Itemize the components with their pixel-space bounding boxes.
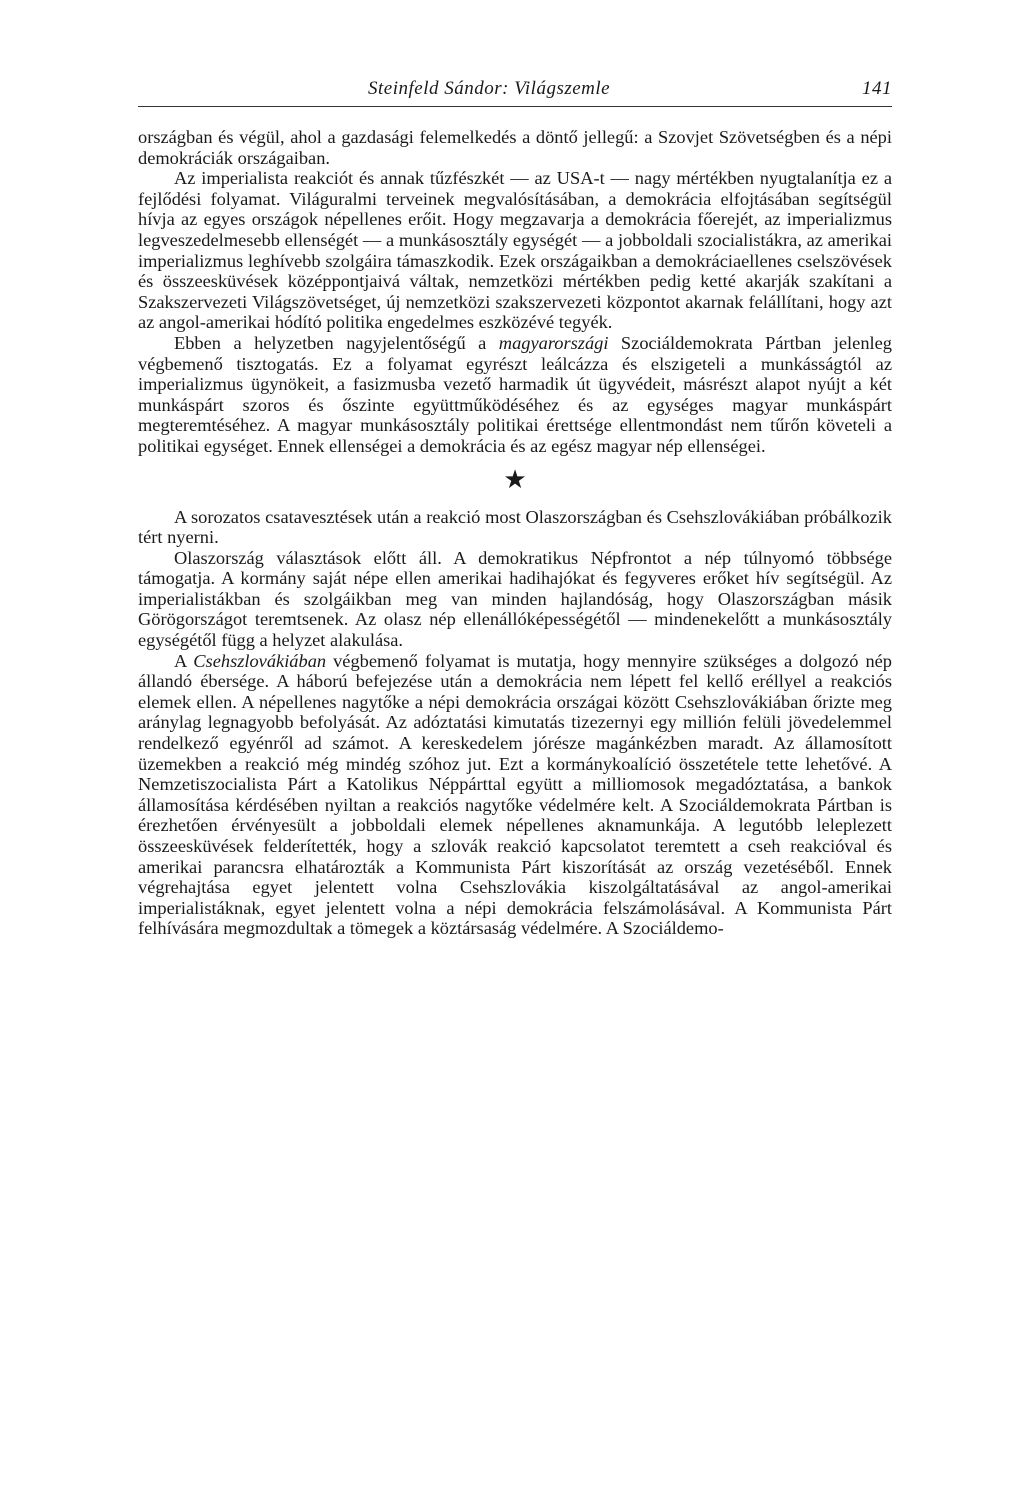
section-italy-czechoslovakia <box>138 507 892 939</box>
document-page <box>138 76 892 939</box>
paragraph: A sorozatos csatavesztések után a reakció most Olaszországban és Csehszlovákiában próbálkozik tért nyerni. <box>138 506 892 548</box>
paragraph: A Csehszlovákiában végbemenő folyamat is mutatja, hogy mennyire szükséges a dolgozó nép állandó ébersége. A háború befejezése után a demokrácia nem lépett fel kellő eréllyel a reakciós elemek ellen. A népellenes nagytőke a népi demokrácia országai között Csehszlovákiában őrizte meg aránylag legnagyobb befolyását. Az adóztatási kimutatás tizezernyi egy millión felüli jövedelemmel rendelkező egyénről ad számot. A kereskedelem jórésze magánkézben maradt. Az államosított üzemekben a reakció még mindég szóhoz jut. Ezt a kormánykoalíció összetétele tette lehetővé. A Nemzetiszocialista Párt a Katolikus Néppárttal együtt a milliomosok megadóztatása, a bankok államosítása kérdésében nyiltan a reakciós nagytőke védelmére kelt. A Szociáldemokrata Pártban is érezhetően érvényesült a jobboldali elemek népellenes aknamunkája. A legutóbb leleplezett összeesküvések felderítették, hogy a szlovák reakció kapcsolatot teremtett a cseh reakcióval és amerikai parancsra elhatározták a Kommunista Párt kiszorítását az ország vezetéséből. Ennek végrehajtása egyet jelentett volna Csehszlovákia kiszolgáltatásával az angol-amerikai imperialistáknak, egyet jelentett volna a népi demokrácia felszámolásával. A Kommunista Párt felhívására megmozdultak a tömegek a köztársaság védelmére. A Szociáldemo- <box>138 650 892 939</box>
paragraph: Az imperialista reakciót és annak tűzfészkét — az USA-t — nagy mértékben nyugtalanítja ez a fejlődési folyamat. Világuralmi terveinek megvalósításában, a demokrácia elfojtásában segítségül hívja az egyes országok népellenes erőit. Hogy megzavarja a demokrácia főerejét, az imperializmus legveszedelmesebb ellenségét — a munkásosztály egységét — a jobboldali szocialistákra, az amerikai imperializmus leghívebb szolgáira támaszkodik. Ezek országaikban a demokráciaellenes cselszövések és összeesküvések középpontjaivá váltak, nemzetközi mértékben pedig ketté akarják szakítani a Szakszervezeti Világszövetséget, új nemzetközi szakszervezeti központot akarnak felállítani, hogy azt az angol-amerikai hódító politika engedelmes eszközévé tegyék. <box>138 168 892 333</box>
paragraph: Ebben a helyzetben nagyjelentőségű a magyarországi Szociáldemokrata Pártban jelenleg végbemenő tisztogatás. Ez a folyamat egyrészt leálcázza és elszigeteli a munkásságtól az imperializmus ügynökeit, a fasizmusba vezető harmadik út ügyvédeit, másrészt alapot nyújt a két munkáspárt szoros és őszinte együttműködéséhez és az egységes magyar munkáspárt megteremtéséhez. A magyar munkásosztály politikai érettsége ellentmondást nem tűrőn követeli a politikai egységet. Ennek ellenségei a demokrácia és az egész magyar nép ellenségei. <box>138 332 892 456</box>
emphasis: magyarországi <box>498 332 609 353</box>
page-number: 141 <box>862 78 892 99</box>
header-rule <box>138 106 892 107</box>
star-separator-icon: ★ <box>503 464 527 494</box>
emphasis: Csehszlovákiában <box>193 650 327 671</box>
running-header <box>138 76 892 106</box>
section-world-politics <box>138 127 892 457</box>
running-title: Steinfeld Sándor: Világszemle <box>368 78 611 99</box>
paragraph: Olaszország választások előtt áll. A demokratikus Népfrontot a nép túlnyomó többsége támogatja. A kormány saját népe ellen amerikai hadihajókat és fegyveres erőket hív segítségül. Az imperialistákban és szolgáikban meg van minden hajlandóság, hogy Olaszországban másik Görögországot teremtsenek. Az olasz nép ellenállóképességétől — mindenekelőtt a munkásosztály egységétől függ a helyzet alakulása. <box>138 547 892 651</box>
paragraph: országban és végül, ahol a gazdasági felemelkedés a döntő jellegű: a Szovjet Szövetségben és a népi demokráciák országaiban. <box>138 127 892 168</box>
